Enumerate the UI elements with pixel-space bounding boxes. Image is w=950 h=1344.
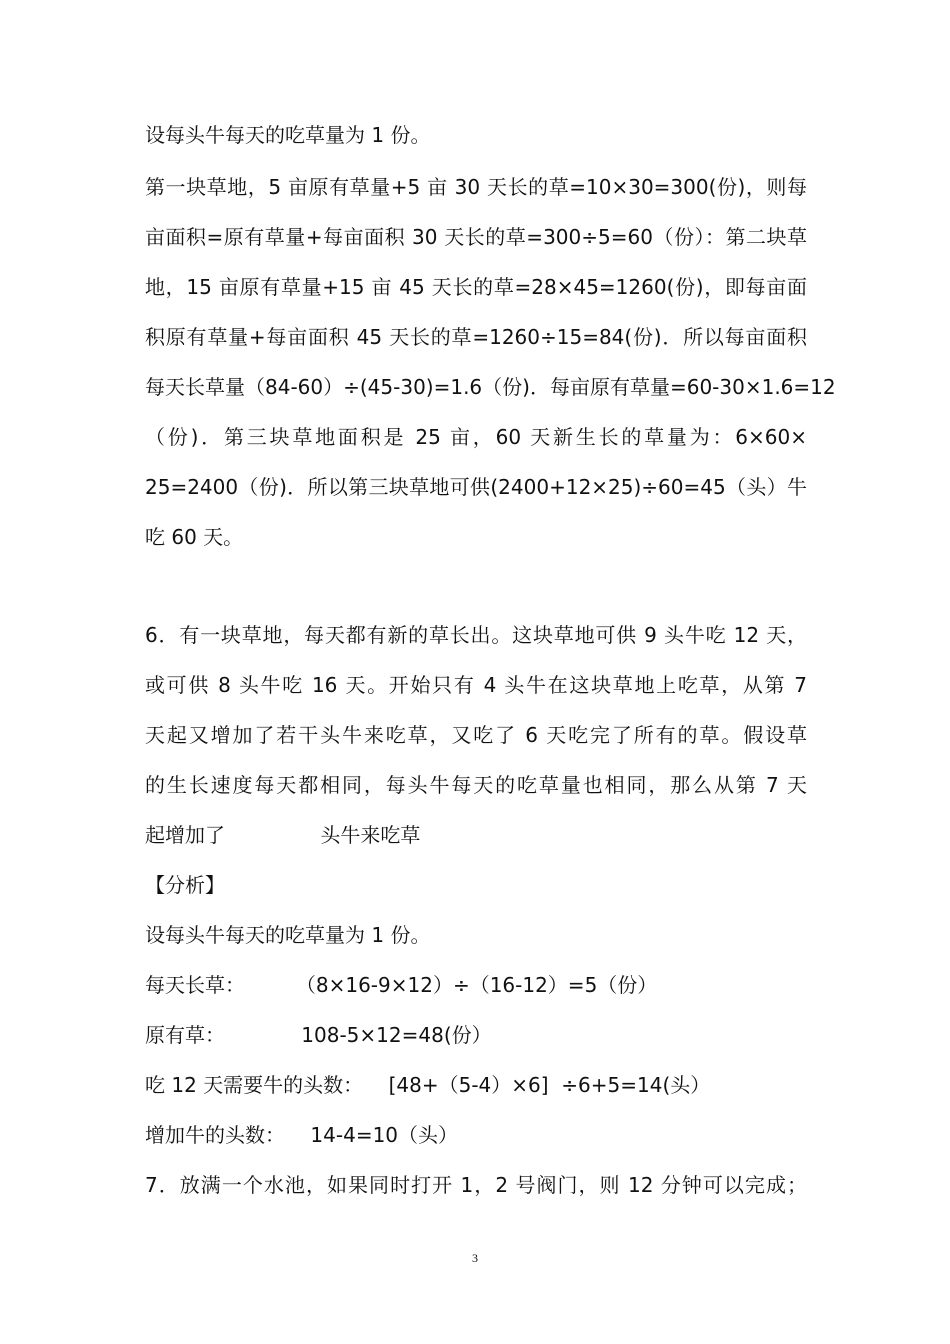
text-line: 25=2400（份)．所以第三块草地可供(2400+12×25)÷60=45（头）牛 [145,475,807,499]
text-line: 积原有草量+每亩面积 45 天长的草=1260÷15=84(份)．所以每亩面积 [145,325,807,349]
text-line: 每天长草量（84-60）÷(45-30)=1.6（份)．每亩原有草量=60-30×1.6=12 [145,375,836,399]
text-line: 第一块草地，5 亩原有草量+5 亩 30 天长的草=10×30=300(份)，则每 [145,175,807,199]
text-line: （份)．第三块草地面积是 25 亩，60 天新生长的草量为：6×60× [145,425,807,449]
question-line: 起增加了 头牛来吃草 [145,823,421,847]
text-line: 设每头牛每天的吃草量为 1 份。 [145,923,431,947]
page-number: 3 [472,1251,478,1265]
question-line: 7．放满一个水池，如果同时打开 1，2 号阀门，则 12 分钟可以完成； [145,1173,807,1197]
question-line: 天起又增加了若干头牛来吃草，又吃了 6 天吃完了所有的草。假设草 [145,723,807,747]
text-line: 地，15 亩原有草量+15 亩 45 天长的草=28×45=1260(份)，即每亩面 [145,275,807,299]
question-line: 的生长速度每天都相同，每头牛每天的吃草量也相同，那么从第 7 天 [145,773,807,797]
equation-line: 每天长草： （8×16-9×12）÷（16-12）=5（份） [145,973,658,997]
text-line: 吃 60 天。 [145,525,244,549]
question-line: 或可供 8 头牛吃 16 天。开始只有 4 头牛在这块草地上吃草，从第 7 [145,673,807,697]
analysis-heading: 【分析】 [145,873,225,897]
text-line: 亩面积=原有草量+每亩面积 30 天长的草=300÷5=60（份）：第二块草 [145,225,807,249]
text-line: 设每头牛每天的吃草量为 1 份。 [145,123,431,147]
equation-line: 吃 12 天需要牛的头数： [48+（5-4）×6] ÷6+5=14(头） [145,1073,711,1097]
equation-line: 增加牛的头数： 14-4=10（头） [145,1123,459,1147]
equation-line: 原有草： 108-5×12=48(份） [145,1023,492,1047]
question-line: 6．有一块草地，每天都有新的草长出。这块草地可供 9 头牛吃 12 天， [145,623,807,647]
